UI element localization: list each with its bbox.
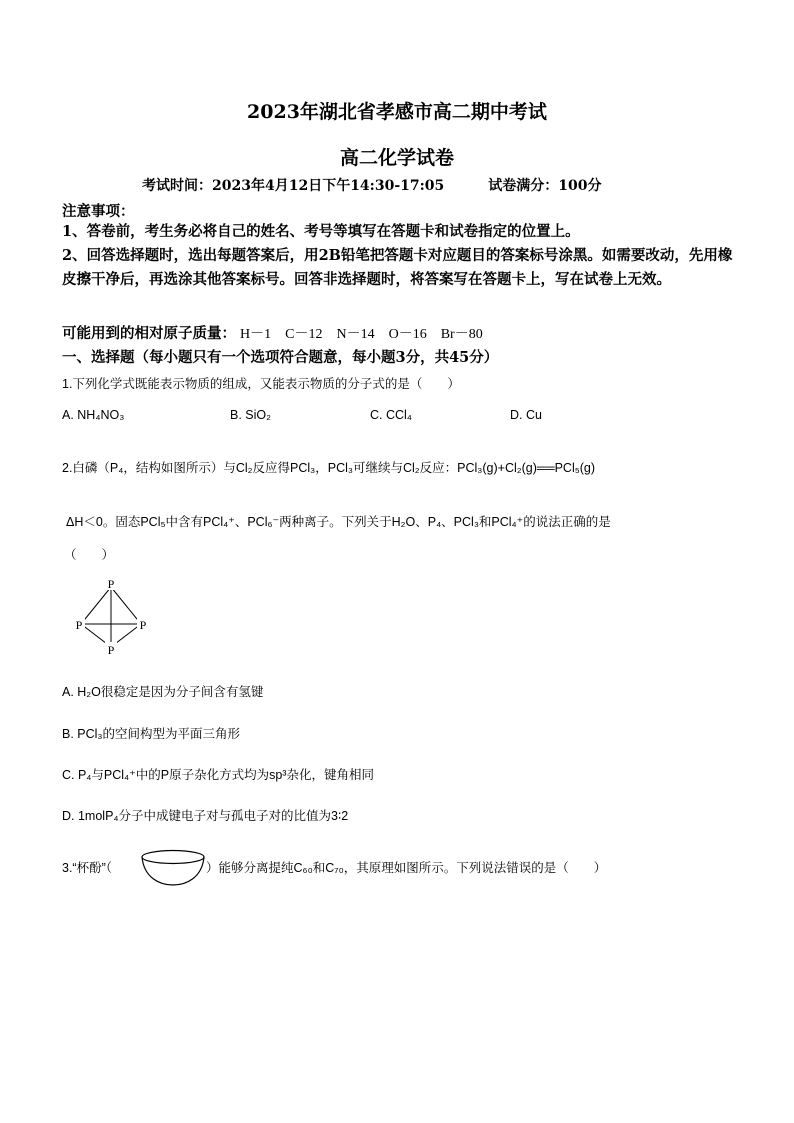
atomic-mass-label: 可能用到的相对原子质量： bbox=[62, 325, 236, 342]
q3-stem-post: ）能够分离提纯C₆₀和C₇₀，其原理如图所示。下列说法错误的是（ ） bbox=[206, 861, 607, 875]
atomic-mass-n: N－14 bbox=[336, 327, 375, 342]
q2-option-a: A. H₂O很稳定是因为分子间含有氢键 bbox=[62, 685, 264, 699]
p4-atom-right: P bbox=[139, 618, 147, 632]
q1-stem: 1.下列化学式既能表示物质的组成，又能表示物质的分子式的是（ ） bbox=[62, 377, 460, 391]
exam-time: 考试时间：2023年4月12日下午14:30-17:05 bbox=[142, 178, 445, 194]
paper-title: 高二化学试卷 bbox=[339, 147, 454, 169]
atomic-mass-c: C－12 bbox=[285, 327, 323, 342]
note-item-1: 1、答卷前，考生务必将自己的姓名、考号等填写在答题卡和试卷指定的位置上。 bbox=[62, 223, 580, 240]
p4-bond bbox=[81, 587, 111, 624]
atomic-mass-br: Br－80 bbox=[440, 327, 483, 342]
q1-option-b: B. SiO₂ bbox=[230, 408, 271, 422]
calixarene-bowl-icon bbox=[140, 848, 206, 888]
q3-stem-pre: 3.“杯酚”（ bbox=[62, 861, 113, 875]
q1-option-a: A. NH₄NO₃ bbox=[62, 408, 125, 422]
q1-option-c: C. CCl₄ bbox=[370, 408, 412, 422]
p4-atom-bottom: P bbox=[107, 643, 115, 657]
section1-heading: 一、选择题（每小题只有一个选项符合题意，每小题3分，共45分） bbox=[62, 349, 499, 366]
q2-stem-line2: ΔH＜0。固态PCl₅中含有PCl₄⁺、PCl₆⁻两种离子。下列关于H₂O、P₄、PCl₃和PCl₄⁺的说法正确的是 bbox=[66, 515, 611, 529]
q1-option-d: D. Cu bbox=[510, 408, 542, 422]
q2-option-b: B. PCl₃的空间构型为平面三角形 bbox=[62, 727, 241, 741]
atomic-mass-h: H－1 bbox=[240, 327, 272, 342]
exam-info-line bbox=[142, 175, 602, 195]
atomic-mass-line bbox=[62, 322, 497, 343]
note-item-2: 2、回答选择题时，选出每题答案后，用2B铅笔把答题卡对应题目的答案标号涂黑。如需要改动，先用橡皮擦干净后，再选涂其他答案标号。回答非选择题时，将答案写在答题卡上，写在试卷上无效。 bbox=[62, 247, 733, 288]
q2-option-d: D. 1molP₄分子中成键电子对与孤电子对的比值为3∶2 bbox=[62, 809, 349, 823]
p4-atom-top: P bbox=[107, 577, 115, 591]
q2-option-c: C. P₄与PCl₄⁺中的P原子杂化方式均为sp³杂化，键角相同 bbox=[62, 768, 374, 782]
p4-structure-diagram bbox=[64, 570, 164, 665]
q2-stem-line1: 2.白磷（P₄，结构如图所示）与Cl₂反应得PCl₃，PCl₃可继续与Cl₂反应：PCl₃(g)+Cl₂(g)══PCl₅(g) bbox=[62, 461, 596, 475]
p4-bond bbox=[111, 587, 141, 624]
notes-heading: 注意事项： bbox=[62, 203, 135, 220]
q2-bracket: （ ） bbox=[64, 548, 115, 562]
exam-title: 2023年湖北省孝感市高二期中考试 bbox=[247, 101, 547, 123]
atomic-mass-o: O－16 bbox=[388, 327, 427, 342]
p4-atom-left: P bbox=[75, 618, 83, 632]
full-score: 试卷满分：100分 bbox=[488, 178, 602, 194]
